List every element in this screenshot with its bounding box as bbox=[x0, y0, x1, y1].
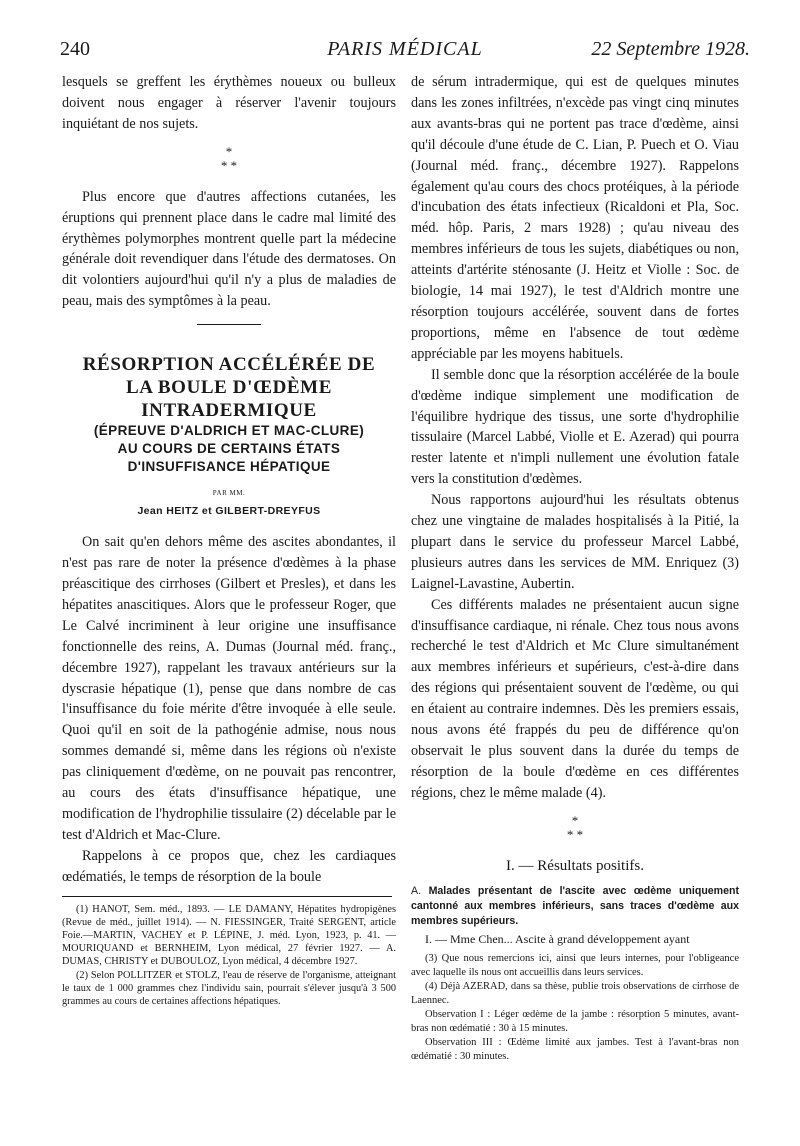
body-paragraph-2: Rappelons à ce propos que, chez les cardiaques œdématiés, le temps de résorption de la boule bbox=[62, 847, 396, 885]
footnote-3: (3) Que nous remercions ici, ainsi que leurs internes, pour l'obligeance avec laquelle ils nous ont accueillis dans leurs services. bbox=[411, 952, 739, 978]
right-column bbox=[411, 72, 739, 1064]
footnotes-left bbox=[62, 903, 396, 1009]
byline-par: PAR MM. bbox=[212, 489, 246, 498]
intro-paragraph: lesquels se greffent les érythèmes noueux ou bulleux doivent nous engager à réserver l'avenir toujours inquiétant de nos sujets. bbox=[62, 74, 396, 132]
page-number: 240 bbox=[60, 38, 90, 60]
patients-paragraph: Nous rapportons aujourd'hui les résultats obtenus chez une vingtaine de malades hospitalisés à la Pitié, la plupart dans le service du professeur Marcel Labbé, plusieurs autres dans les services de MM. Enriquez (3) Laignel-Lavastine, Aubertin. bbox=[411, 492, 739, 592]
dermatoses-paragraph: Plus encore que d'autres affections cutanées, les éruptions qui prennent place dans le cadre mal limité des érythèmes polymorphes montrent quelle part la médecine générale doit revendiquer dans l'étude des dermatoses. On dit volontiers aujourd'hui qu'il n'y a plus de maladies de peau, mais des symptômes à la peau. bbox=[62, 188, 396, 310]
results-section-title: I. — Résultats positifs. bbox=[506, 857, 644, 874]
article-title-line-2: LA BOULE D'ŒDÈME bbox=[126, 377, 332, 399]
continued-paragraph: de sérum intradermique, qui est de quelques minutes dans les zones infiltrées, n'excède pas vingt cinq minutes aux avants-bras qui ne portent pas trace d'œdème, ainsi qu'il découle d'une étude de C. Lian, P. Puech et O. Viau (Journal méd. franç., décembre 1927). Rappelons également qu'au cours des chocs protéiques, à la période d'incubation des états infectieux (Ricaldoni et Pla, Soc. méd. hôp. Paris, 2 mars 1928) ; qu'au niveau des membres inférieurs de tous les sujets, diabétiques ou non, atteints d'artérite sténosante (J. Heitz et Violle : Soc. de biologie, 14 mai 1927), le test d'Aldrich montre une résorption toujours accélérée, souvent dans de fortes proportions, même en l'absence de tout œdème appréciable par les moyens habituels. bbox=[411, 74, 739, 362]
article-subtitle-line-2: AU COURS DE CERTAINS ÉTATS bbox=[117, 441, 341, 457]
group-a-label: A. bbox=[411, 884, 422, 897]
hydrophilia-paragraph: Il semble donc que la résorption accélérée de la boule d'œdème indique simplement une modification de l'équilibre hydrique des tissus, une sorte d'hydrophilie tissulaire (Marcel Labbé, Violle et E. Azerad) qui pourra rester latente et n'impli nullement une évolution fatale vers la constitution d'œdèmes. bbox=[411, 366, 739, 488]
journal-title: PARIS MÉDICAL bbox=[327, 38, 483, 60]
article-title-line-1: RÉSORPTION ACCÉLÉRÉE DE bbox=[82, 354, 376, 376]
article-subtitle-line-1: (ÉPREUVE D'ALDRICH ET MAC-CLURE) bbox=[93, 423, 365, 439]
footnote-1: (1) HANOT, Sem. méd., 1893. — LE DAMANY, Hépatites hydropigènes (Revue de méd., juillet 1914). — N. FIESSINGER, Traité SERGENT, article Foie.—MARTIN, VACHEY et P. LÉPINE, J. méd. Lyon, 1923, p. 41. — MOURIQUAND et BERNHEIM, Lyon médical, 27 février 1927. — A. DUMAS, CHRISTY et DUBOULOZ, Lyon médical, 4 décembre 1927. bbox=[62, 903, 396, 968]
left-column bbox=[62, 72, 396, 1008]
issue-date: 22 Septembre 1928. bbox=[591, 38, 750, 60]
observation-3: Observation III : Œdème limité aux jambes. Test à l'avant-bras non œdématié : 30 minutes. bbox=[411, 1036, 739, 1062]
footnotes-right bbox=[411, 952, 739, 1064]
section-asterism: * * * bbox=[220, 143, 238, 173]
group-a-text: Malades présentant de l'ascite avec œdème uniquement cantonné aux membres inférieurs, sans traces d'œdème aux membres supérieurs. bbox=[411, 884, 739, 927]
article-title bbox=[62, 353, 396, 422]
page-header bbox=[60, 38, 750, 64]
article-divider bbox=[197, 324, 261, 325]
article-subtitle bbox=[62, 422, 396, 476]
results-asterism: * * * bbox=[566, 812, 584, 842]
footnote-divider bbox=[62, 896, 392, 897]
observation-1: Observation I : Léger œdème de la jambe : résorption 5 minutes, avant-bras non œdématié : 30 à 15 minutes. bbox=[411, 1008, 739, 1034]
body-paragraph-1: On sait qu'en dehors même des ascites abondantes, il n'est pas rare de noter la présence d'œdèmes à la phase préascitique des cirrhoses (Gilbert et Presles), et dans les hépatites anascitiques. Alors que le professeur Roger, que Le Calvé incriminent à leur origine une insuffisance fonctionnelle des reins, A. Dumas (Journal méd. franç., décembre 1927), rappelant les travaux antérieurs sur la dyscrasie hépatique (1), pense que dans nombre de cas l'insuffisance du foie mérite d'être invoquée à elle seule. Quoi qu'il en soit de la pathogénie admise, nous nous sommes demandé si, même dans les régions où n'existe pas cliniquement d'œdème, on ne pouvait pas rencontrer, au cours des états d'insuffisance hépatique, une modification de l'hydrophilie tissulaire (2) décelable par le test d'Aldrich et Mac-Clure. bbox=[62, 534, 396, 843]
footnote-4: (4) Déjà AZERAD, dans sa thèse, publie trois observations de cirrhose de Laennec. bbox=[411, 980, 739, 1006]
article-title-line-3: INTRADERMIQUE bbox=[141, 400, 317, 422]
method-paragraph: Ces différents malades ne présentaient aucun signe d'insuffisance cardiaque, ni rénale. Chez tous nous avons recherché le test d'Aldrich et Mc Clure simultanément aux membres inférieurs et supérieurs, c'est-à-dire dans des régions qui présentaient souvent de l'œdème, ou qui en étaient au contraire indemnes. Dès les premiers essais, nous avons été frappés du peu de différence qu'on observait le plus souvent dans la durée du temps de résorption de la boule d'œdème en ces différentes régions, chez le même malade (4). bbox=[411, 596, 739, 801]
article-authors: Jean HEITZ et GILBERT-DREYFUS bbox=[137, 505, 321, 518]
case-1-line: I. — Mme Chen... Ascite à grand développement ayant bbox=[425, 931, 690, 946]
group-a-heading bbox=[411, 884, 739, 929]
footnote-2: (2) Selon POLLITZER et STOLZ, l'eau de réserve de l'organisme, atteignant le taux de 1 000 grammes chez l'individu sain, pourrait s'élever jusqu'à 3 500 grammes au cours de certaines affections hépatiques. bbox=[62, 969, 396, 1007]
article-subtitle-line-3: D'INSUFFISANCE HÉPATIQUE bbox=[127, 459, 331, 475]
